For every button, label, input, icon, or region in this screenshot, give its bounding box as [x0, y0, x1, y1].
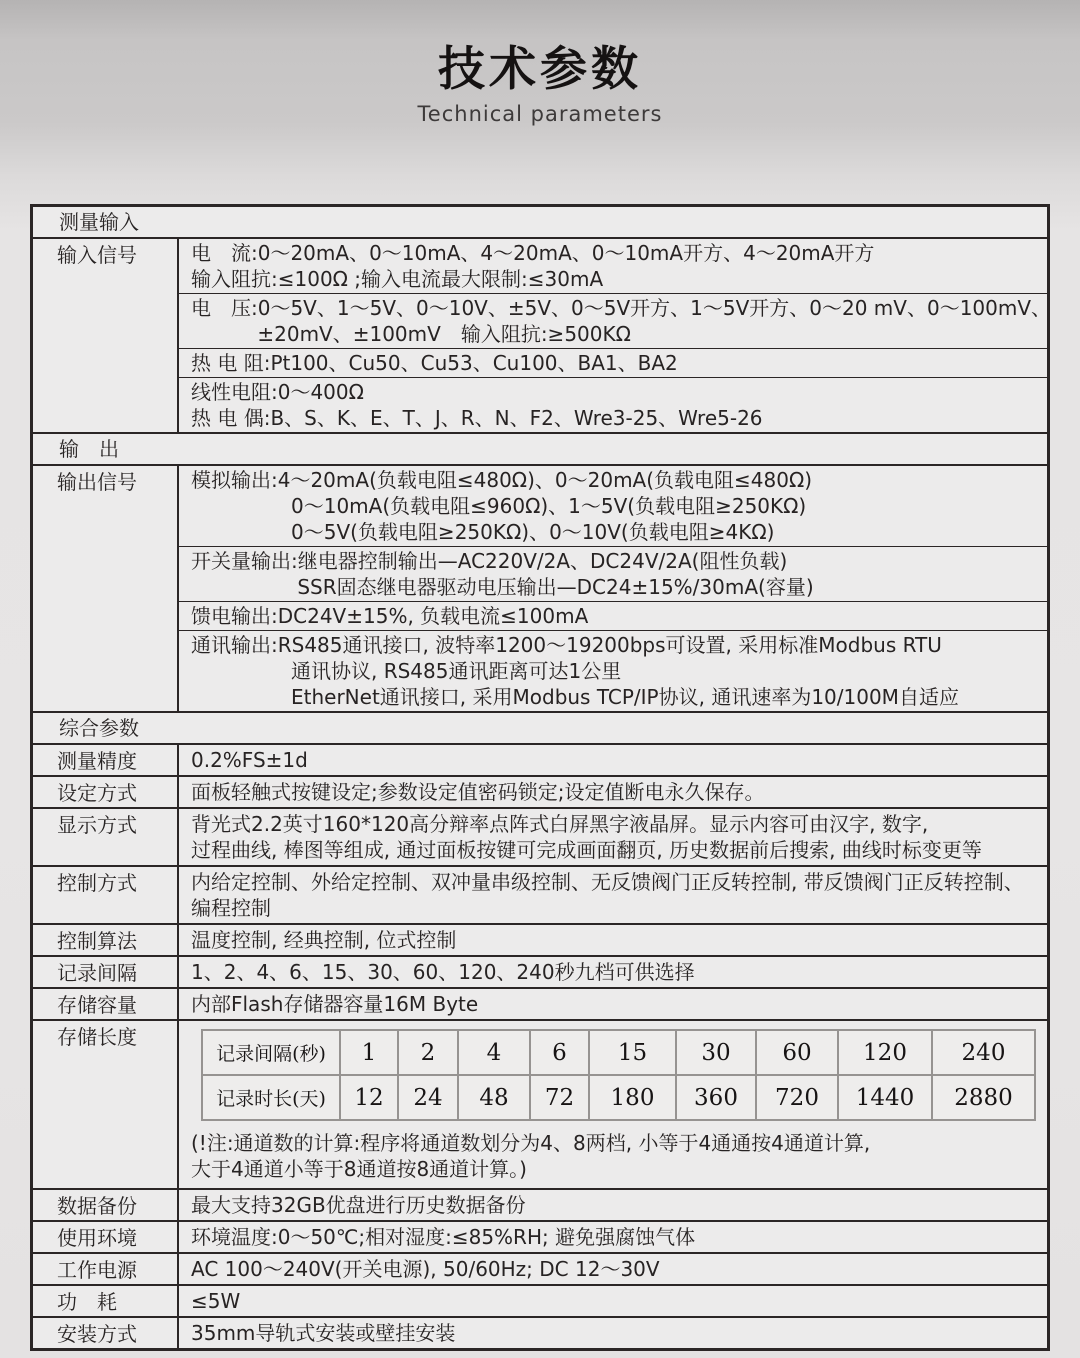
- value-line: ±20mV、±100mV 输入阻抗:≥500KΩ: [191, 322, 631, 346]
- technical-parameters-table: [30, 204, 1050, 1351]
- value-line: ≤5W: [191, 1289, 241, 1313]
- value-cell-current: [179, 239, 1047, 294]
- spec-row-input-signal: [33, 239, 1052, 434]
- row-value: [179, 1254, 1047, 1284]
- row-label-storage-length: 存储长度: [33, 1021, 179, 1188]
- storage-duration-value: 720: [756, 1075, 838, 1120]
- value-line: 电 流:0～20mA、0～10mA、4～20mA、0～10mA开方、4～20mA开方: [191, 241, 875, 265]
- value-line: 1、2、4、6、15、30、60、120、240秒九档可供选择: [191, 960, 695, 984]
- storage-duration-value: 2880: [932, 1075, 1035, 1120]
- row-value: [179, 1190, 1047, 1220]
- row-value-input-signal: [179, 239, 1052, 432]
- value-line: 电 压:0～5V、1～5V、0～10V、±5V、0～5V开方、1～5V开方、0～20 mV、0～100mV、: [191, 296, 1052, 320]
- value-line: 馈电输出:DC24V±15%, 负载电流≤100mA: [191, 604, 589, 628]
- row-label: 设定方式: [33, 777, 179, 807]
- row-label: 使用环境: [33, 1222, 179, 1252]
- spec-row-display-method: [33, 809, 1047, 867]
- value-line: SSR固态继电器驱动电压输出—DC24±15%/30mA(容量): [191, 575, 814, 599]
- row-label: 数据备份: [33, 1190, 179, 1220]
- value-line: 通讯协议, RS485通讯距离可达1公里: [191, 659, 622, 683]
- storage-duration-value: 48: [458, 1075, 530, 1120]
- storage-interval-label: 记录间隔(秒): [202, 1030, 340, 1075]
- value-line: 面板轻触式按键设定;参数设定值密码锁定;设定值断电永久保存。: [191, 780, 765, 804]
- value-cell-switch-output: [179, 547, 1047, 602]
- storage-duration-value: 180: [589, 1075, 676, 1120]
- storage-note-line: (!注:通道数的计算:程序将通道数划分为4、8两档, 小等于4通通按4通道计算,: [191, 1131, 871, 1155]
- spec-row-control-method: [33, 867, 1047, 925]
- storage-duration-value: 12: [340, 1075, 398, 1120]
- row-label: 工作电源: [33, 1254, 179, 1284]
- value-line: 0.2%FS±1d: [191, 748, 308, 772]
- value-line: 通讯输出:RS485通讯接口, 波特率1200～19200bps可设置, 采用标准Modbus RTU: [191, 633, 942, 657]
- value-cell-feed-output: [179, 602, 1047, 631]
- page-subtitle: Technical parameters: [417, 102, 663, 126]
- storage-duration-value: 24: [398, 1075, 458, 1120]
- row-value: [179, 867, 1047, 923]
- value-line: 过程曲线, 棒图等组成, 通过面板按键可完成画面翻页, 历史数据前后搜索, 曲线时标变更等: [191, 838, 982, 862]
- value-cell-rtd: [179, 349, 1047, 378]
- row-value: [179, 925, 1047, 955]
- value-line: 热 电 阻:Pt100、Cu50、Cu53、Cu100、BA1、BA2: [191, 351, 678, 375]
- storage-duration-row: [202, 1075, 1035, 1120]
- value-line: 编程控制: [191, 896, 271, 920]
- row-value: [179, 809, 1047, 865]
- storage-length-table: [201, 1029, 1036, 1121]
- value-line: 线性电阻:0～400Ω: [191, 380, 364, 404]
- spec-row-accuracy: [33, 745, 1047, 777]
- page-header: [0, 0, 1080, 126]
- storage-duration-label: 记录时长(天): [202, 1075, 340, 1120]
- storage-interval-value: 30: [676, 1030, 756, 1075]
- value-line: 内部Flash存储器容量16M Byte: [191, 992, 479, 1016]
- row-value: [179, 989, 1047, 1019]
- storage-interval-row: [202, 1030, 1035, 1075]
- value-line: 模拟输出:4～20mA(负载电阻≤480Ω)、0～20mA(负载电阻≤480Ω): [191, 468, 813, 492]
- value-line: 35mm导轨式安装或壁挂安装: [191, 1321, 456, 1345]
- row-value: [179, 1286, 1047, 1316]
- row-label: 功 耗: [33, 1286, 179, 1316]
- spec-row-storage-length: [33, 1021, 1047, 1190]
- row-value: [179, 745, 1047, 775]
- value-cell-analog-output: [179, 466, 1047, 547]
- section-row-general-parameters: 综合参数: [33, 713, 1047, 745]
- row-label-output-signal: 输出信号: [33, 466, 179, 711]
- spec-row-power-supply: [33, 1254, 1047, 1286]
- value-line: 内给定控制、外给定控制、双冲量串级控制、无反馈阀门正反转控制, 带反馈阀门正反转控制、: [191, 870, 1024, 894]
- spec-row-setting-method: [33, 777, 1047, 809]
- storage-duration-value: 72: [530, 1075, 589, 1120]
- storage-interval-value: 60: [756, 1030, 838, 1075]
- storage-note: [191, 1130, 1047, 1182]
- storage-interval-value: 6: [530, 1030, 589, 1075]
- value-line: 温度控制, 经典控制, 位式控制: [191, 928, 457, 952]
- row-label-input-signal: 输入信号: [33, 239, 179, 432]
- row-value-storage-length: [179, 1021, 1047, 1188]
- value-cell-linear-resistance-thermocouple: [179, 378, 1047, 432]
- storage-note-line: 大于4通道小等于8通道按8通道计算。): [191, 1157, 527, 1181]
- spec-row-control-algorithm: [33, 925, 1047, 957]
- value-line: 环境温度:0～50℃;相对湿度:≤85%RH; 避免强腐蚀气体: [191, 1225, 696, 1249]
- row-value: [179, 1318, 1047, 1348]
- value-line: 背光式2.2英寸160*120高分辩率点阵式白屏黑字液晶屏。显示内容可由汉字, 数字,: [191, 812, 929, 836]
- row-label: 存储容量: [33, 989, 179, 1019]
- row-label: 记录间隔: [33, 957, 179, 987]
- value-line: 热 电 偶:B、S、K、E、T、J、R、N、F2、Wre3-25、Wre5-26: [191, 406, 763, 430]
- row-label: 控制算法: [33, 925, 179, 955]
- storage-interval-value: 240: [932, 1030, 1035, 1075]
- spec-row-output-signal: [33, 466, 1047, 713]
- value-line: 0～10mA(负载电阻≤960Ω)、1～5V(负载电阻≥250KΩ): [191, 494, 807, 518]
- spec-row-power-consumption: [33, 1286, 1047, 1318]
- value-cell-comm-output: [179, 631, 1047, 711]
- storage-interval-value: 4: [458, 1030, 530, 1075]
- spec-row-record-interval: [33, 957, 1047, 989]
- storage-interval-value: 120: [838, 1030, 932, 1075]
- row-value: [179, 957, 1047, 987]
- row-label: 显示方式: [33, 809, 179, 865]
- row-label: 安装方式: [33, 1318, 179, 1348]
- row-label: 测量精度: [33, 745, 179, 775]
- section-row-output: 输 出: [33, 434, 1047, 466]
- storage-interval-value: 2: [398, 1030, 458, 1075]
- value-line: 输入阻抗:≤100Ω ;输入电流最大限制:≤30mA: [191, 267, 604, 291]
- section-row-measure-input: 测量输入: [33, 207, 1047, 239]
- spec-row-data-backup: [33, 1190, 1047, 1222]
- spec-row-installation: [33, 1318, 1047, 1348]
- value-line: 0～5V(负载电阻≥250KΩ)、0～10V(负载电阻≥4KΩ): [191, 520, 775, 544]
- value-line: 开关量输出:继电器控制输出—AC220V/2A、DC24V/2A(阻性负载): [191, 549, 788, 573]
- row-value-output-signal: [179, 466, 1047, 711]
- row-label: 控制方式: [33, 867, 179, 923]
- row-value: [179, 1222, 1047, 1252]
- value-line: AC 100～240V(开关电源), 50/60Hz; DC 12～30V: [191, 1257, 660, 1281]
- spec-row-storage-capacity: [33, 989, 1047, 1021]
- row-value: [179, 777, 1047, 807]
- storage-interval-value: 1: [340, 1030, 398, 1075]
- spec-row-operating-environment: [33, 1222, 1047, 1254]
- storage-duration-value: 1440: [838, 1075, 932, 1120]
- value-line: EtherNet通讯接口, 采用Modbus TCP/IP协议, 通讯速率为10/100M自适应: [191, 685, 959, 709]
- value-cell-voltage: [179, 294, 1052, 349]
- value-line: 最大支持32GB优盘进行历史数据备份: [191, 1193, 526, 1217]
- storage-duration-value: 360: [676, 1075, 756, 1120]
- page-title: 技术参数: [438, 42, 642, 97]
- storage-interval-value: 15: [589, 1030, 676, 1075]
